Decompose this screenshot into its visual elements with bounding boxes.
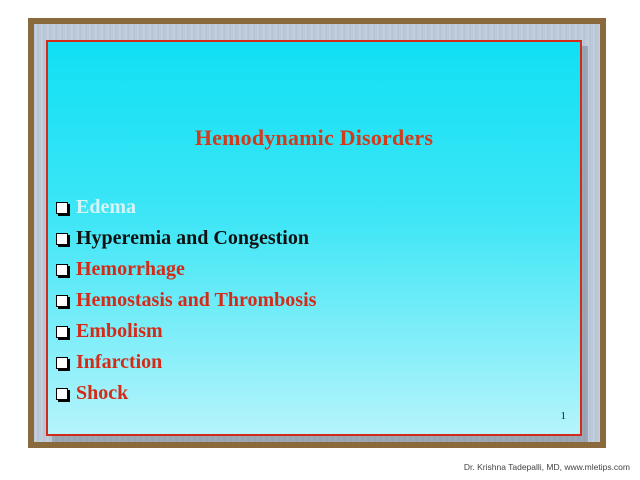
bullet-label: Edema — [76, 196, 136, 218]
bullet-label: Hemorrhage — [76, 258, 185, 280]
list-item — [56, 316, 316, 347]
footer-credit: Dr. Krishna Tadepalli, MD, www.mletips.com — [463, 462, 630, 472]
bullet-label: Infarction — [76, 351, 163, 373]
list-item — [56, 378, 316, 409]
bullet-label: Hemostasis and Thrombosis — [76, 289, 317, 311]
slide-panel — [46, 40, 582, 436]
slide-title: Hemodynamic Disorders — [194, 125, 434, 150]
page-number: 1 — [560, 410, 566, 422]
list-item — [56, 347, 316, 378]
checkbox-square-icon — [56, 295, 68, 307]
checkbox-square-icon — [56, 202, 68, 214]
checkbox-square-icon — [56, 233, 68, 245]
bullet-list — [56, 192, 316, 409]
checkbox-square-icon — [56, 326, 68, 338]
checkbox-square-icon — [56, 264, 68, 276]
checkbox-square-icon — [56, 357, 68, 369]
bullet-label: Hyperemia and Congestion — [76, 227, 309, 249]
bullet-label: Shock — [76, 382, 129, 404]
list-item — [56, 192, 316, 223]
checkbox-square-icon — [56, 388, 68, 400]
list-item — [56, 223, 316, 254]
bullet-label: Embolism — [76, 320, 163, 342]
list-item — [56, 285, 316, 316]
list-item — [56, 254, 316, 285]
